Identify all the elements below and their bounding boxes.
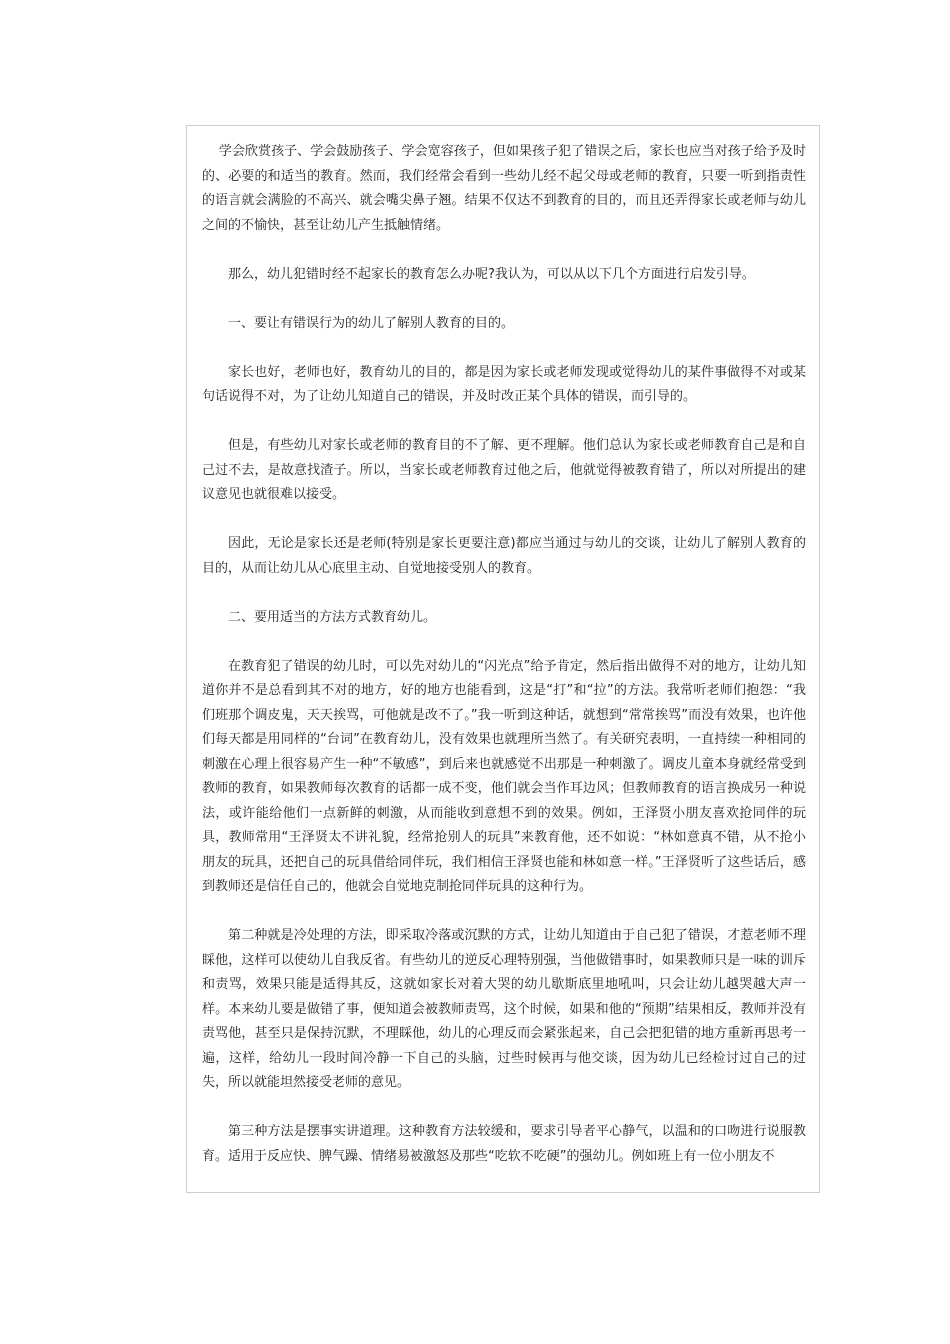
paragraph-method-two: 第二种就是冷处理的方法，即采取冷落或沉默的方式，让幼儿知道由于自己犯了错误，才惹老师不理睬他，这样可以使幼儿自我反省。有些幼儿的逆反心理特别强，当他做错事时，如果教师只是一味的训斥和责骂，效果只能是适得其反，这就如家长对着大哭的幼儿歇斯底里地吼叫，只会让幼儿越哭越大声一样。本来幼儿要是做错了事，便知道会被教师责骂，这个时候，如果和他的“预期”结果相反，教师并没有责骂他，甚至只是保持沉默，不理睬他，幼儿的心理反而会紧张起来，自己会把犯错的地方重新再思考一遍，这样，给幼儿一段时间冷静一下自己的头脑，过些时候再与他交谈，因为幼儿已经检讨过自己的过失，所以就能坦然接受老师的意见。: [202, 928, 806, 1090]
section-heading-two: 二、要用适当的方法方式教育幼儿。: [228, 609, 437, 625]
paragraph-method-three: 第三种方法是摆事实讲道理。这种教育方法较缓和，要求引导者平心静气，以温和的口吻进行说服教育。适用于反应快、脾气躁、情绪易被激怒及那些“吃软不吃硬”的强幼儿。例如班上有一位小朋友不: [202, 1124, 806, 1164]
page-frame: [186, 125, 820, 1193]
document-body: [202, 140, 806, 1193]
section-heading-one: 一、要让有错误行为的幼儿了解别人教育的目的。: [228, 315, 515, 331]
paragraph-purpose: 家长也好，老师也好，教育幼儿的目的，都是因为家长或老师发现或觉得幼儿的某件事做得不对或某句话说得不对，为了让幼儿知道自己的错误，并及时改正某个具体的错误，而引导的。: [202, 364, 806, 404]
paragraph-conclusion-one: 因此，无论是家长还是老师(特别是家长更要注意)都应当通过与幼儿的交谈，让幼儿了解别人教育的目的，从而让幼儿从心底里主动、自觉地接受别人的教育。: [202, 536, 806, 576]
paragraph-question: 那么，幼儿犯错时经不起家长的教育怎么办呢?我认为，可以从以下几个方面进行启发引导。: [228, 266, 755, 282]
paragraph-intro: 学会欣赏孩子、学会鼓励孩子、学会宽容孩子，但如果孩子犯了错误之后，家长也应当对孩子给予及时的、必要的和适当的教育。然而，我们经常会看到一些幼儿经不起父母或老师的教育，只要一听到指责性的语言就会满脸的不高兴、就会嘴尖鼻子翘。结果不仅达不到教育的目的，而且还弄得家长或老师与幼儿之间的不愉快，甚至让幼儿产生抵触情绪。: [202, 144, 806, 233]
paragraph-method-one: 在教育犯了错误的幼儿时，可以先对幼儿的“闪光点”给予肯定，然后指出做得不对的地方，让幼儿知道你并不是总看到其不对的地方，好的地方也能看到，这是“打”和“拉”的方法。我常听老师们抱怨：“我们班那个调皮鬼，天天挨骂，可他就是改不了。”我一听到这种话，就想到“常常挨骂”而没有效果，也许他们每天都是用同样的“台词”在教育幼儿，没有效果也就理所当然了。有关研究表明，一直持续一种相同的刺激在心理上很容易产生一种“不敏感”，到后来也就感觉不出那是一种刺激了。调皮儿童本身就经常受到教师的教育，如果教师每次教育的话都一成不变，他们就会当作耳边风；但教师教育的语言换成另一种说法，或许能给他们一点新鲜的刺激，从而能收到意想不到的效果。例如，王泽贤小朋友喜欢抢同伴的玩具，教师常用“王泽贤太不讲礼貌，经常抢别人的玩具”来教育他，还不如说：“林如意真不错，从不抢小朋友的玩具，还把自己的玩具借给同伴玩，我们相信王泽贤也能和林如意一样。”王泽贤听了这些话后，感到教师还是信任自己的，他就会自觉地克制抢同伴玩具的这种行为。: [202, 658, 806, 894]
paragraph-misunderstanding: 但是，有些幼儿对家长或老师的教育目的不了解、更不理解。他们总认为家长或老师教育自己是和自己过不去，是故意找渣子。所以，当家长或老师教育过他之后，他就觉得被教育错了，所以对所提出的建议意见也就很难以接受。: [202, 438, 806, 502]
